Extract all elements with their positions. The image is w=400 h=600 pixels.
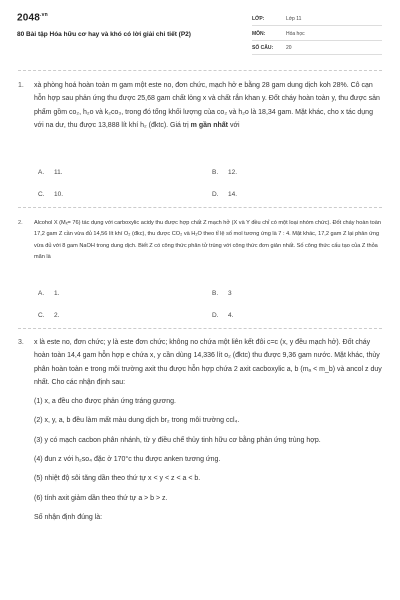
question-ask: Số nhận định đúng là: [34, 513, 103, 521]
option-d[interactable]: D. 14. [212, 191, 238, 198]
meta-label: LỚP: [252, 16, 265, 22]
option-b[interactable]: B. 3 [212, 290, 232, 297]
statement: (1) x, a đều cho được phản ứng tráng gương. [34, 398, 176, 406]
meta-value: 20 [286, 45, 292, 51]
divider [18, 328, 382, 329]
meta-value: Lớp 11 [286, 16, 302, 22]
site-logo[interactable]: $2048^{.vn}$ [17, 12, 48, 24]
divider [18, 207, 382, 208]
option-a[interactable]: A. 1. [38, 290, 60, 297]
question-text: Alcohol X (Mₓ= 76) tác dụng với carboxylic acidy thu được hợp chất Z mạch hở (X và Y đều chỉ có một loại nhóm chức). Đốt cháy hoàn toàn 17,2 gam Z cần vừa đủ 14,56 lít khí O₂ (đkc), thu được CO₂ và H₂O theo tỉ lệ số mol tương ứng là 7 : 4. Mặt khác, 17,2 gam Z lại phản ứng vừa đủ với 8 gam NaOH trong dung dịch. Biết Z có công thức phân tử trùng với công thức đơn giản nhất. Số công thức cấu tạo của Z thỏa mãn là [34, 220, 381, 261]
option-a[interactable]: A. 11. [38, 169, 63, 176]
page-title: 80 Bài tập Hóa hữu cơ hay và khó có lời giải chi tiết (P2) [17, 31, 191, 38]
statement: (2) x, y, a, b đều làm mất màu dung dịch br₂ trong môi trường ccl₄. [34, 417, 240, 425]
question-2 [18, 218, 382, 284]
page-header [0, 0, 400, 60]
statement: (6) tính axit giảm dần theo thứ tự a > b > z. [34, 494, 168, 502]
option-c[interactable]: C. 2. [38, 312, 60, 319]
question-1 [18, 79, 382, 161]
statement: (4) đun z với h₂so₄ đặc ở 170°c thu được anken tương ứng. [34, 456, 221, 464]
question-number: 3. [18, 339, 24, 346]
question-3 [18, 336, 382, 596]
option-d[interactable]: D. 4. [212, 312, 234, 319]
question-number: 2. [18, 220, 23, 226]
question-intro: x là este no, đơn chức; y là este đơn chức; không no chứa một liên kết đôi c=c (x, y đều mạch hở). Đốt cháy hoàn toàn 14,4 gam hỗn hợp e chứa x, y cần dùng 14,336 lít o₂ (đktc) thu được 9,36 gam nước. Mặt khác, thủy phân hoàn toàn e trong môi trường axit thu được hỗn hợp chứa 2 axit cacboxylic a, b (mₐ < m_b) và ancol z duy nhất. Cho các nhận định sau: [34, 339, 382, 386]
statement: (5) nhiệt độ sôi tăng dần theo thứ tự x < y < z < a < b. [34, 475, 201, 483]
meta-value: Hóa học [286, 31, 305, 37]
question-number: 1. [18, 82, 24, 89]
meta-label: SỐ CÂU: [252, 45, 274, 51]
statement: (3) y có mạch cacbon phân nhánh, từ y điều chế thủy tinh hữu cơ bằng phản ứng trùng hợp. [34, 436, 321, 444]
option-b[interactable]: B. 12. [212, 169, 238, 176]
divider [18, 70, 382, 71]
option-c[interactable]: C. 10. [38, 191, 64, 198]
meta-label: MÔN: [252, 31, 266, 37]
question-text [34, 336, 382, 530]
question-text: xà phòng hoá hoàn toàn m gam một este no, đơn chức, mạch hở e bằng 28 gam dung dịch koh 28%. Cô cạn hỗn hợp sau phản ứng thu được 25,68 gam chất lỏng x và chất rắn khan y. Đốt cháy hoàn toàn y, thu được sản phẩm gồm co₂, h₂o và k₂co₃, trong đó tổng khối lượng của co₂ và h₂o là 18,34 gam. Mặt khác, cho x tác dụng với na dư, thu được 13,888 lít khí h₂ (đktc). Giá trị m gần nhất với [34, 82, 380, 129]
